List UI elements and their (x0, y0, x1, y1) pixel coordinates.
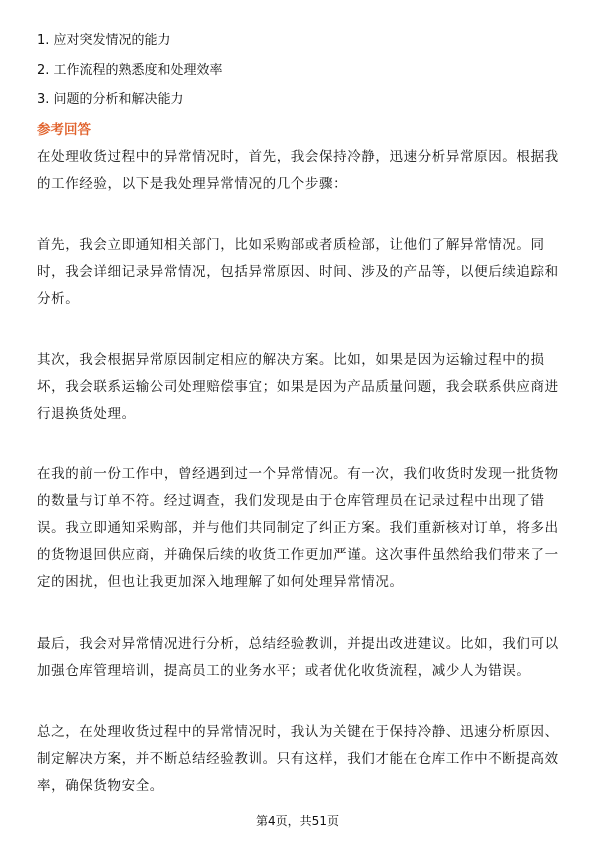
answer-paragraph-4: 在我的前一份工作中，曾经遇到过一个异常情况。有一次，我们收货时发现一批货物的数量与订单不符。经过调查，我们发现是由于仓库管理员在记录过程中出现了错误。我立即通知采购部，并与他们共同制定了纠正方案。我们重新核对订单，将多出的货物退回供应商，并确保后续的收货工作更加严谨。这次事件虽然给我们带来了一定的困扰，但也让我更加深入地理解了如何处理异常情况。 (37, 466, 559, 590)
answer-paragraph-3: 其次，我会根据异常原因制定相应的解决方案。比如，如果是因为运输过程中的损坏，我会联系运输公司处理赔偿事宜；如果是因为产品质量问题，我会联系供应商进行退换货处理。 (37, 352, 559, 422)
answer-paragraph-2: 首先，我会立即通知相关部门，比如采购部或者质检部，让他们了解异常情况。同时，我会详细记录异常情况，包括异常原因、时间、涉及的产品等，以便后续追踪和分析。 (37, 237, 559, 307)
answer-paragraph-6: 总之，在处理收货过程中的异常情况时，我认为关键在于保持冷静、迅速分析原因、制定解决方案，并不断总结经验教训。只有这样，我们才能在仓库工作中不断提高效率，确保货物安全。 (37, 724, 559, 794)
question-item-3: 3. 问题的分析和解决能力 (37, 92, 184, 107)
answer-paragraph-1: 在处理收货过程中的异常情况时，首先，我会保持冷静，迅速分析异常原因。根据我的工作经验，以下是我处理异常情况的几个步骤： (37, 149, 559, 192)
answer-paragraph-5: 最后，我会对异常情况进行分析，总结经验教训，并提出改进建议。比如，我们可以加强仓库管理培训，提高员工的业务水平；或者优化收货流程，减少人为错误。 (37, 636, 559, 679)
answer-heading: 参考回答 (37, 122, 91, 138)
question-item-1: 1. 应对突发情况的能力 (37, 33, 171, 48)
page-number-footer: 第4页，共51页 (256, 814, 339, 828)
question-item-2: 2. 工作流程的熟悉度和处理效率 (37, 63, 223, 78)
